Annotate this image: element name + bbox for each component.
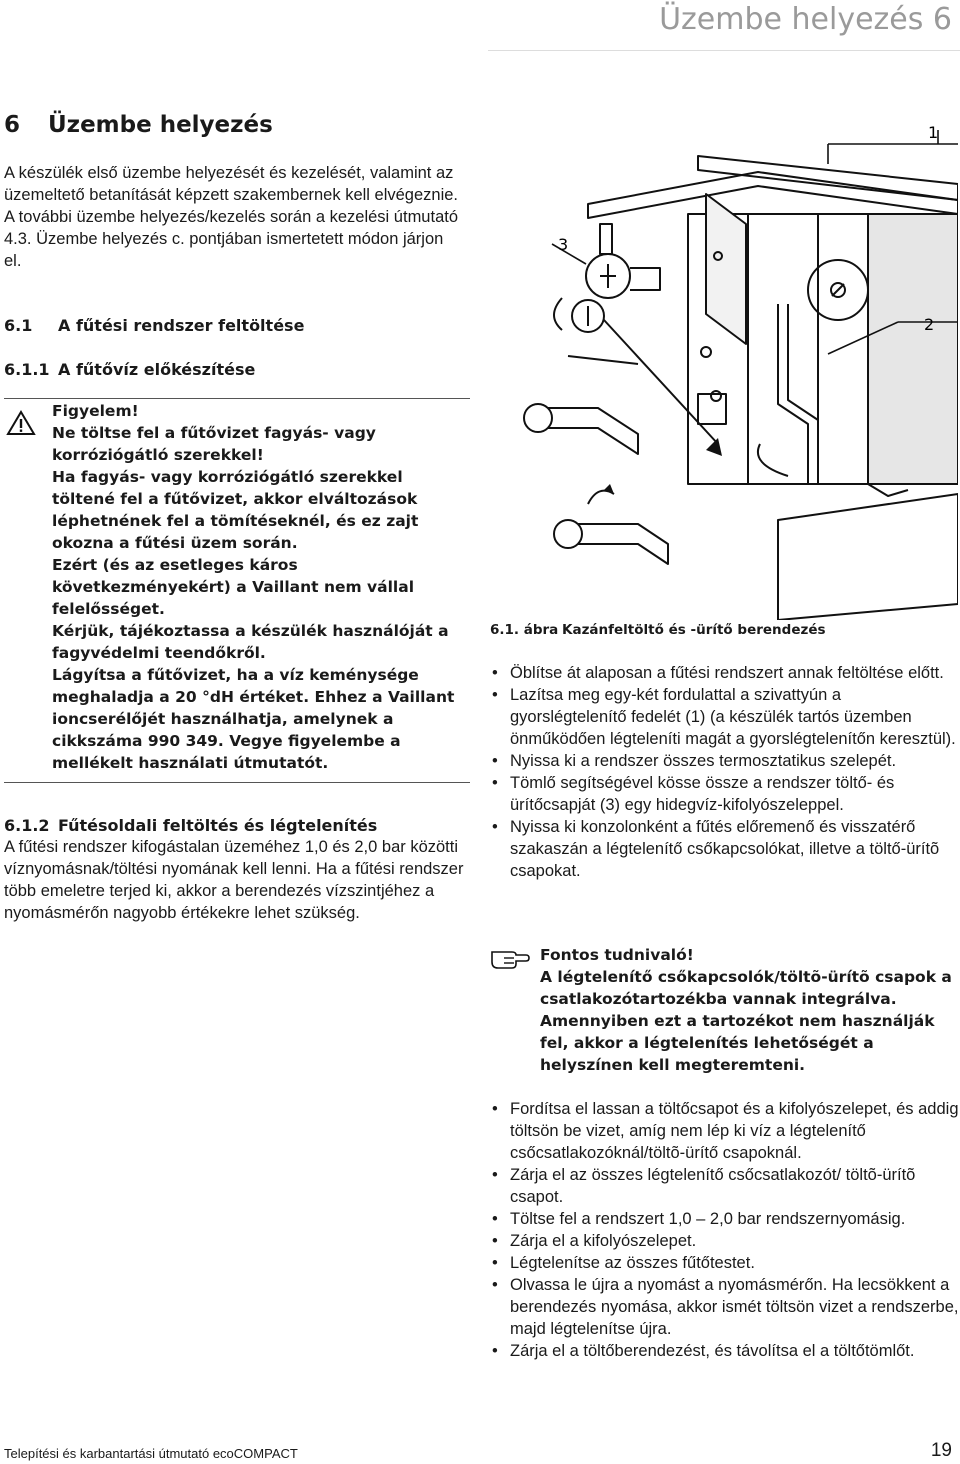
note-box <box>540 944 960 1076</box>
note-line: A légtelenítő csőkapcsolók/töltõ-ürítõ csapok a csatlakozótartozékba vannak integrálva. <box>540 968 952 1008</box>
warning-line: Ne töltse fel a fűtővizet fagyás- vagy korróziógátló szerekkel! <box>52 424 376 464</box>
warning-bottom-rule <box>4 782 470 783</box>
list-item: • Öblítse át alaposan a fűtési rendszert annak feltöltése előtt. <box>490 662 960 684</box>
list-item: • Olvassa le újra a nyomást a nyomásmérőn. Ha lecsökkent a berendezés nyomása, akkor ismét töltsön vizet a rendszerbe, majd légtelenítse újra. <box>490 1274 960 1340</box>
warning-heading: Figyelem! <box>52 402 139 420</box>
running-header: Üzembe helyezés 6 <box>659 2 952 37</box>
caption-text: Kazánfeltöltő és -ürítő berendezés <box>562 622 826 638</box>
caption-number: 6.1. ábra <box>490 622 559 638</box>
callout-label: 3 <box>558 235 569 254</box>
section-title: Fűtésoldali feltöltés és légtelenítés <box>58 816 378 835</box>
list-item: • Tömlő segítségével kösse össze a rendszer töltő- és ürítőcsapját (3) egy hidegvíz-kifolyószeleppel. <box>490 772 960 816</box>
pointing-hand-icon <box>490 944 530 970</box>
header-rule <box>488 50 960 51</box>
boiler-fill-drain-figure <box>488 104 958 620</box>
warning-line: Lágyítsa a fűtővizet, ha a víz keménysége meghaladja a 20 °dH értéket. Ehhez a Vaillant ioncserélőjét használhatja, amelynek a cikkszáma 990 349. Vegye figyelembe a mellékelt használati útmutatót. <box>52 666 455 772</box>
section-number: 6 <box>4 112 21 138</box>
list-item: • Lazítsa meg egy-két fordulattal a szivattyún a gyorslégtelenítő fedelét (1) (a készülék tartós üzemben önműködően légteleníti magát a gyorslégtelenítőn keresztül). <box>490 684 960 750</box>
warning-box <box>52 400 470 774</box>
section-title: Üzembe helyezés <box>48 112 273 138</box>
section-6-1-2-heading <box>4 816 377 835</box>
callout-label: 1 <box>928 123 939 142</box>
section-title: A fűtővíz előkészítése <box>58 360 256 379</box>
section-number: 6.1.2 <box>4 816 50 835</box>
list-item: • Zárja el az összes légtelenítő csőcsatlakozót/ töltõ-ürítõ csapot. <box>490 1164 960 1208</box>
list-item: • Légtelenítse az összes fűtőtestet. <box>490 1252 960 1274</box>
page-number: 19 <box>930 1440 952 1461</box>
callout-label: 2 <box>924 315 935 334</box>
list-item: • Fordítsa el lassan a töltőcsapot és a kifolyószelepet, és addig töltsön be vizet, amíg nem lép ki víz a légtelenítő csőcsatlakozóknál/töltõ-ürítő csapoknál. <box>490 1098 960 1164</box>
note-heading: Fontos tudnivaló! <box>540 946 694 964</box>
section-title: A fűtési rendszer feltöltése <box>58 316 305 335</box>
section-6-1-1-heading <box>4 360 255 379</box>
filling-steps-list-2 <box>490 1098 960 1362</box>
warning-top-rule <box>4 398 470 399</box>
section-number: 6.1 <box>4 316 33 335</box>
list-item: • Töltse fel a rendszert 1,0 – 2,0 bar rendszernyomásig. <box>490 1208 960 1230</box>
filling-steps-list <box>490 662 960 882</box>
footer-text: Telepítési és karbantartási útmutató ecoCOMPACT <box>4 1446 298 1461</box>
intro-paragraph: A készülék első üzembe helyezését és kezelését, valamint az üzemeltető betanítását képzett szakembernek kell elvégeznie. A további üzembe helyezés/kezelés során a kezelési útmutató 4.3. Üzembe helyezés c. pontjában ismertetett módon járjon el. <box>4 164 459 270</box>
warning-line: Ezért (és az esetleges káros következményekért) a Vaillant nem vállal felelősséget. <box>52 556 415 618</box>
figure-caption <box>490 622 826 638</box>
warning-triangle-icon <box>6 410 36 436</box>
list-item: • Nyissa ki a rendszer összes termosztatikus szelepét. <box>490 750 960 772</box>
section-number: 6.1.1 <box>4 360 50 379</box>
section-6-1-heading <box>4 316 304 335</box>
warning-line: Kérjük, tájékoztassa a készülék használóját a fagyvédelmi teendőkről. <box>52 622 449 662</box>
section-6-heading <box>4 112 273 138</box>
filling-paragraph: A fűtési rendszer kifogástalan üzeméhez 1,0 és 2,0 bar közötti víznyomásnak/töltési nyomának kell lenni. Ha a fűtési rendszer több emeletre terjed ki, akkor a berendezés vízszintjéhez a nyomásmérőn nagyobb értékekre lehet szükség. <box>4 838 464 922</box>
note-line: Amennyiben ezt a tartozékot nem használják fel, akkor a légtelenítés lehetőségét a helyszínen kell megteremteni. <box>540 1012 935 1074</box>
list-item: • Zárja el a töltőberendezést, és távolítsa el a töltőtömlőt. <box>490 1340 960 1362</box>
list-item: • Nyissa ki konzolonként a fűtés előremenő és visszatérő szakaszán a légtelenítő csőkapcsolókat, illetve a töltő-ürítõ csapokat. <box>490 816 960 882</box>
warning-line: Ha fagyás- vagy korróziógátló szerekkel töltené fel a fűtővizet, akkor elváltozások léphetnének fel a tömítéseknél, és ez zajt okozna a fűtési üzem során. <box>52 468 419 552</box>
list-item: • Zárja el a kifolyószelepet. <box>490 1230 960 1252</box>
